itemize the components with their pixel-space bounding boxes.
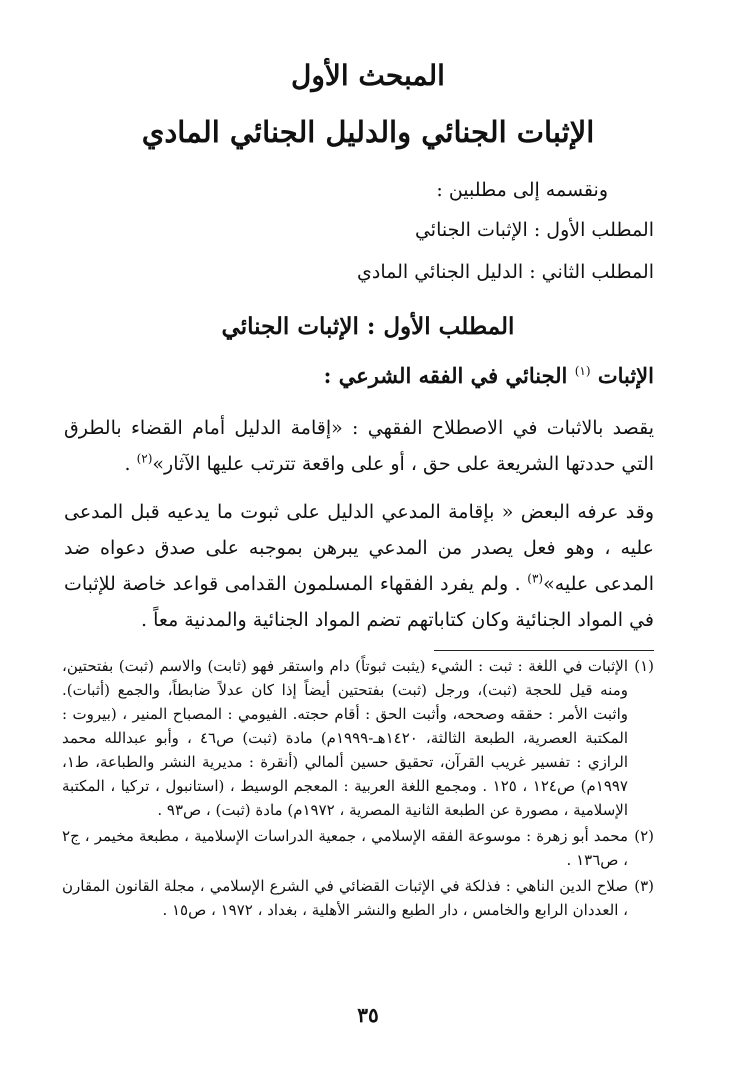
footnote-divider — [434, 650, 654, 651]
footnote-2 — [62, 824, 654, 872]
subsection-title-start: الإثبات — [597, 363, 654, 388]
footnote-marker-1: (١) — [574, 364, 591, 378]
footnote-number: (٢) — [634, 827, 654, 845]
paragraph-text: وقد عرفه البعض « بإقامة المدعي الدليل على ثبوت ما يدعيه قبل المدعى عليه ، وهو فعل يصدر من المدعي يبرهن بموجبه على صدق دعواه ضد المدعى عليه» — [64, 501, 655, 595]
footnote-marker-3: (٣) — [527, 571, 544, 586]
intro-text: ونقسمه إلى مطلبين : — [436, 179, 608, 201]
section-heading: المطلب الأول : الإثبات الجنائي — [221, 313, 515, 340]
footnote-marker-2: (٢) — [136, 451, 153, 466]
footnote-1 — [62, 654, 654, 822]
paragraph-text: يقصد بالاثبات في الاصطلاح الفقهي : «إقامة الدليل أمام القضاء بالطرق التي حددتها الشريعة على حق ، أو على واقعة تترتب عليها الآثار» — [64, 417, 654, 475]
footnote-3 — [62, 874, 654, 922]
chapter-title: المبحث الأول — [291, 59, 445, 92]
footnote-number: (١) — [634, 657, 654, 675]
footnote-number: (٣) — [634, 877, 654, 895]
paragraph-ending: . ولم يفرد الفقهاء المسلمون القدامى قواعد خاصة للإثبات في المواد الجنائية وكان كتاباتهم تضم المواد الجنائية والمدنية معاً . — [64, 573, 654, 631]
paragraph-ending: . — [124, 453, 131, 475]
subsection-heading — [324, 360, 654, 392]
paragraph-other-definition — [64, 494, 654, 638]
section-list-item-2: المطلب الثاني : الدليل الجنائي المادي — [356, 261, 654, 283]
footnotes — [62, 654, 654, 924]
page-number: ٣٥ — [357, 1003, 379, 1027]
subsection-title-end: الجنائي في الفقه الشرعي : — [323, 363, 568, 388]
section-list-item-1: المطلب الأول : الإثبات الجنائي — [414, 219, 654, 241]
paragraph-definition — [64, 410, 654, 482]
footnote-text: محمد أبو زهرة : موسوعة الفقه الإسلامي ، جمعية الدراسات الإسلامية ، مطبعة مخيمر ، ج٢ ، ص١٣٦ . — [62, 827, 628, 869]
footnote-text: صلاح الدين الناهي : فذلكة في الإثبات القضائي في الشرع الإسلامي ، مجلة القانون المقارن ، العددان الرابع والخامس ، دار الطبع والنشر الأهلية ، بغداد ، ١٩٧٢ ، ص١٥ . — [62, 877, 628, 919]
footnote-text: الإثبات في اللغة : ثبت : الشيء (يثبت ثبوتاً) دام واستقر فهو (ثابت) والاسم (ثبت) بفتحتين، ومنه قيل للحجة (ثبت)، ورجل (ثبت) بفتحتين أيضاً إذا كان عدلاً ضابطاً، والجمع (أثبات). واثبت الأمر : حققه وصححه، وأثبت الحق : أقام حجته. الفيومي : المصباح المنير ، (بيروت : المكتبة العصرية، الطبعة الثالثة، ١٤٢٠هـ-١٩٩٩م) مادة (ثبت) ص٤٦ ، وأبو عبدالله محمد الرازي : تفسير غريب القرآن، تحقيق حسين ألمالي (أنقرة : مديرية النشر والطباعة، ط١، ١٩٩٧م) ص١٢٤ ، ١٢٥ . ومجمع اللغة العربية : المعجم الوسيط ، (استانبول ، تركيا ، المكتبة الإسلامية ، مصورة عن الطبعة الثانية المصرية ، ١٩٧٢م) مادة (ثبت) ، ص٩٣ . — [62, 657, 629, 819]
chapter-subtitle: الإثبات الجنائي والدليل الجنائي المادي — [141, 115, 595, 149]
